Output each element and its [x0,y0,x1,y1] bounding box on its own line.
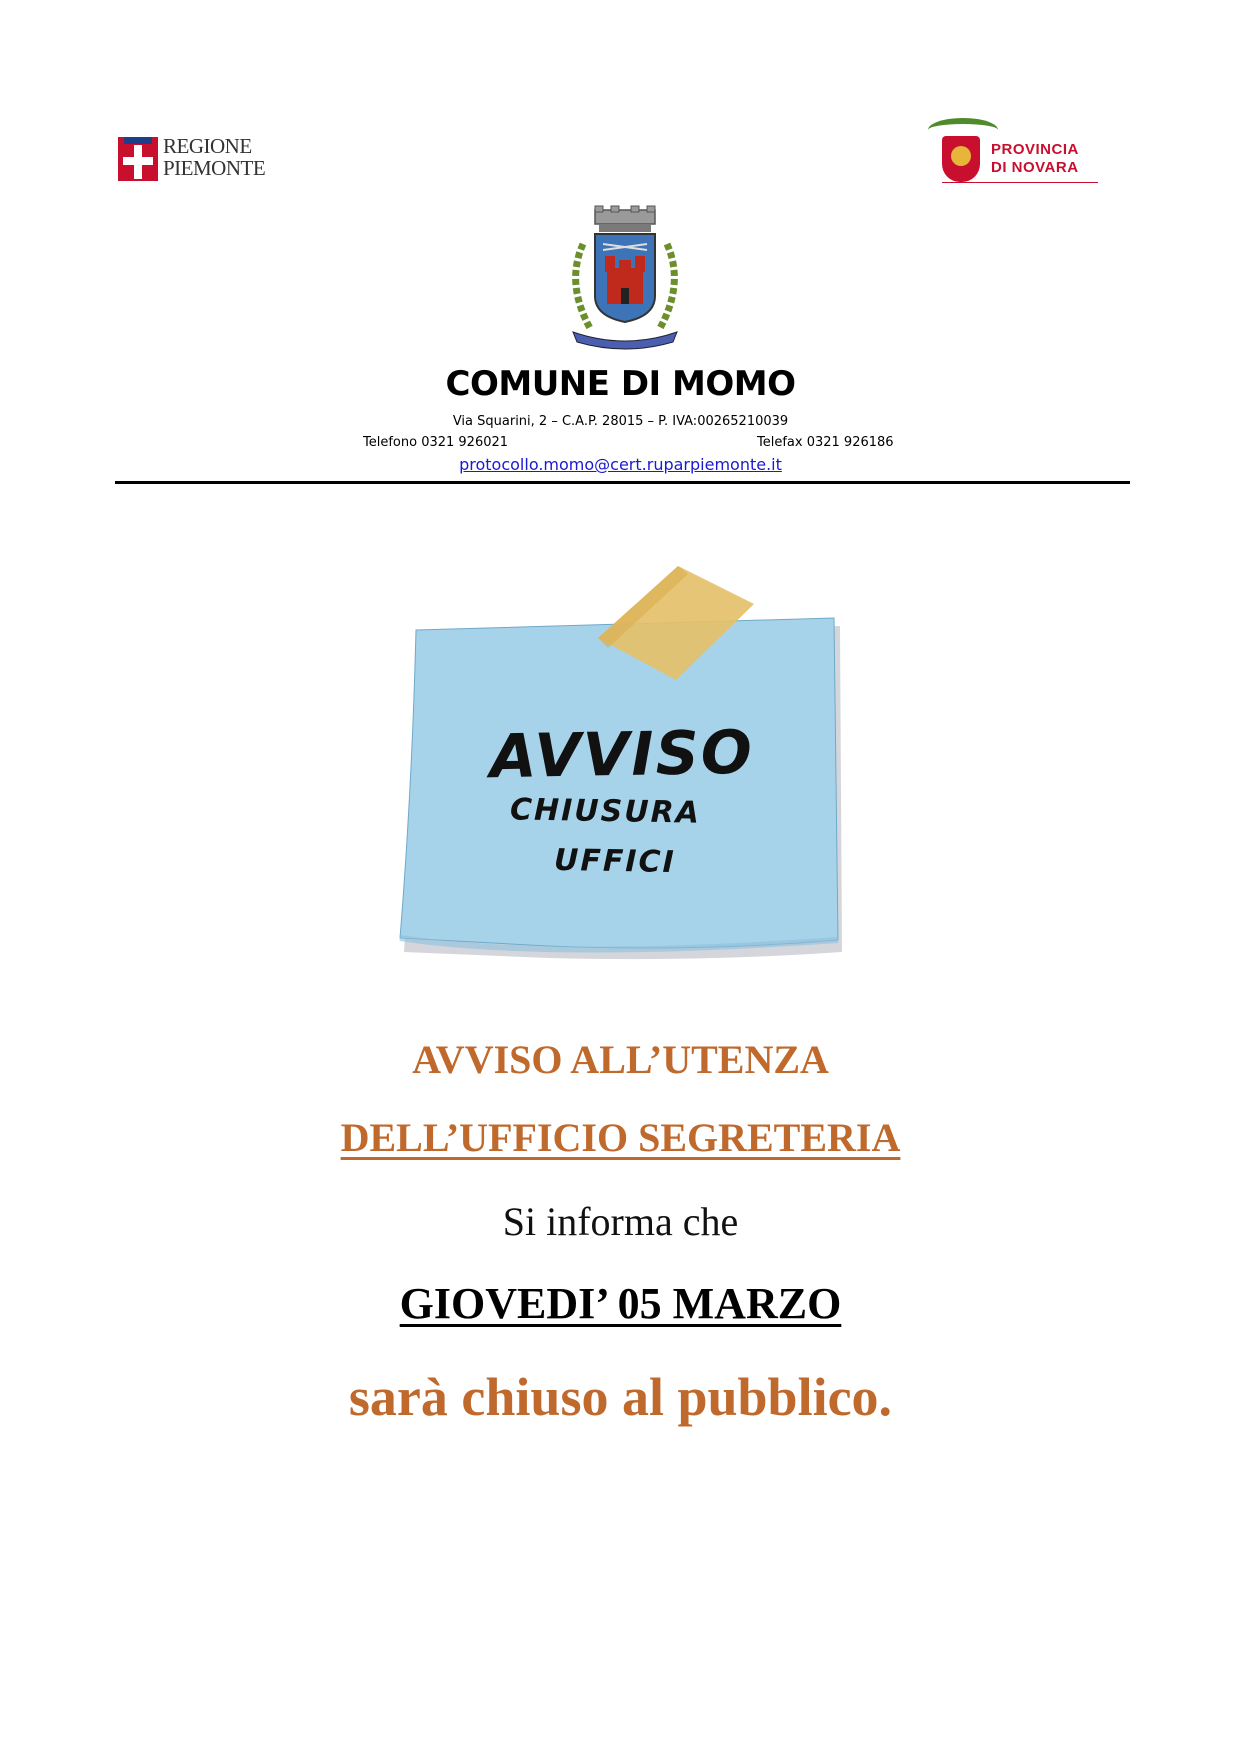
regione-piemonte-logo [118,134,266,184]
provincia-logo-text [991,141,1079,177]
notice-closure: sarà chiuso al pubblico. [348,1367,893,1427]
sticky-note [398,560,848,970]
momo-coat-of-arms-icon [561,204,689,354]
notice-date-text: GIOVEDI’ 05 MARZO [399,1279,842,1328]
notice-heading: AVVISO ALL’UTENZA [412,1037,829,1082]
regione-logo-text [163,135,265,179]
provincia-logo-line1: PROVINCIA [991,141,1079,158]
note-title: AVVISO [489,717,755,793]
telephone-number: Telefono 0321 926021 [363,435,509,450]
regione-logo-line1: REGIONE [163,134,252,158]
notice-date [0,1278,1241,1329]
notice-office [0,1114,1241,1161]
email-link[interactable]: protocollo.momo@cert.ruparpiemonte.it [459,455,782,474]
note-line-chiusura: CHIUSURA [509,792,702,831]
provincia-logo-rule [942,182,1098,183]
notice-intro: Si informa che [502,1199,739,1244]
header-divider [115,481,1130,484]
fax-number: Telefax 0321 926186 [757,435,894,450]
piemonte-flag-icon [118,137,158,181]
provincia-logo-line2: DI NOVARA [991,159,1079,176]
municipality-title: COMUNE DI MOMO [445,364,796,404]
regione-logo-line2: PIEMONTE [163,156,266,180]
address-line: Via Squarini, 2 – C.A.P. 28015 – P. IVA:00265210039 [452,414,789,429]
note-line-uffici: UFFICI [553,842,676,881]
provincia-shield-icon [942,136,980,182]
notice-office-text: DELL’UFFICIO SEGRETERIA [340,1115,901,1160]
provincia-novara-logo [928,118,1098,184]
